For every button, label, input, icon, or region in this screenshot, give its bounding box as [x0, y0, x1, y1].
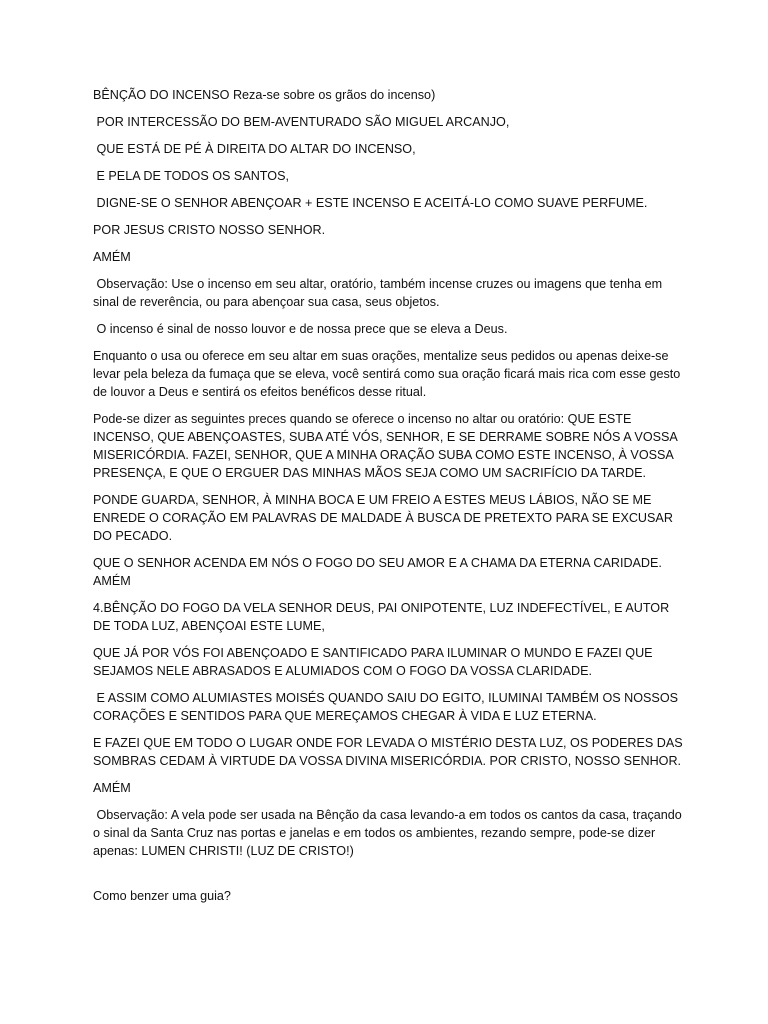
body-paragraph: QUE O SENHOR ACENDA EM NÓS O FOGO DO SEU AMOR E A CHAMA DA ETERNA CARIDADE. AMÉM [93, 556, 665, 588]
amen-line: AMÉM [93, 250, 131, 264]
final-question: Como benzer uma guia? [93, 889, 231, 903]
observation-paragraph: Observação: A vela pode ser usada na Bênção da casa levando-a em todos os cantos da casa, traçando o sinal da Santa Cruz nas portas e janelas e em todos os ambientes, rezando sempre, pode-se dizer apenas: LUMEN CHRISTI! (LUZ DE CRISTO!) [93, 808, 686, 858]
prayer-line: DIGNE-SE O SENHOR ABENÇOAR + ESTE INCENSO E ACEITÁ-LO COMO SUAVE PERFUME. [93, 196, 648, 210]
document-page [93, 86, 687, 914]
prayer-line: POR INTERCESSÃO DO BEM-AVENTURADO SÃO MIGUEL ARCANJO, [93, 115, 510, 129]
body-paragraph: O incenso é sinal de nosso louvor e de nossa prece que se eleva a Deus. [93, 322, 508, 336]
blank-gap [93, 869, 683, 887]
candle-blessing-title: 4.BÊNÇÃO DO FOGO DA VELA SENHOR DEUS, PAI ONIPOTENTE, LUZ INDEFECTÍVEL, E AUTOR DE TODA LUZ, ABENÇOAI ESTE LUME, [93, 601, 673, 633]
body-paragraph: Enquanto o usa ou oferece em seu altar em suas orações, mentalize seus pedidos ou apenas deixe-se levar pela beleza da fumaça que se eleva, você sentirá como sua oração ficará mais rica com esse gesto de louvor a Deus e sentirá os efeitos benéficos desse ritual. [93, 349, 684, 399]
prayer-line: QUE ESTÁ DE PÉ À DIREITA DO ALTAR DO INCENSO, [93, 142, 416, 156]
prayer-line: E PELA DE TODOS OS SANTOS, [93, 169, 289, 183]
amen-line: AMÉM [93, 781, 131, 795]
prayer-line: POR JESUS CRISTO NOSSO SENHOR. [93, 223, 326, 237]
incense-blessing-title: BÊNÇÃO DO INCENSO Reza-se sobre os grãos do incenso) [93, 88, 436, 102]
body-paragraph: E FAZEI QUE EM TODO O LUGAR ONDE FOR LEVADA O MISTÉRIO DESTA LUZ, OS PODERES DAS SOMBRAS CEDAM À VIRTUDE DA VOSSA DIVINA MISERICÓRDIA. POR CRISTO, NOSSO SENHOR. [93, 736, 687, 768]
observation-paragraph: Observação: Use o incenso em seu altar, oratório, também incense cruzes ou imagens que tenha em sinal de reverência, ou para abençoar sua casa, seus objetos. [93, 277, 666, 309]
body-paragraph: Pode-se dizer as seguintes preces quando se oferece o incenso no altar ou oratório: QUE ESTE INCENSO, QUE ABENÇOASTES, SUBA ATÉ VÓS, SENHOR, E SE DERRAME SOBRE NÓS A VOSSA MISERICÓRDIA. FAZEI, SENHOR, QUE A MINHA ORAÇÃO SUBA COMO ESTE INCENSO, À VOSSA PRESENÇA, E QUE O ERGUER DAS MINHAS MÃOS SEJA COMO UM SACRIFÍCIO DA TARDE. [93, 412, 681, 480]
body-paragraph: QUE JÁ POR VÓS FOI ABENÇOADO E SANTIFICADO PARA ILUMINAR O MUNDO E FAZEI QUE SEJAMOS NELE ABRASADOS E ALUMIADOS COM O FOGO DA VOSSA CLARIDADE. [93, 646, 657, 678]
body-paragraph: PONDE GUARDA, SENHOR, À MINHA BOCA E UM FREIO A ESTES MEUS LÁBIOS, NÃO SE ME ENREDE O CORAÇÃO EM PALAVRAS DE MALDADE À BUSCA DE PRETEXTO PARA SE EXCUSAR DO PECADO. [93, 493, 677, 543]
body-paragraph: E ASSIM COMO ALUMIASTES MOISÉS QUANDO SAIU DO EGITO, ILUMINAI TAMBÉM OS NOSSOS CORAÇÕES E SENTIDOS PARA QUE MEREÇAMOS CHEGAR À VIDA E LUZ ETERNA. [93, 691, 682, 723]
